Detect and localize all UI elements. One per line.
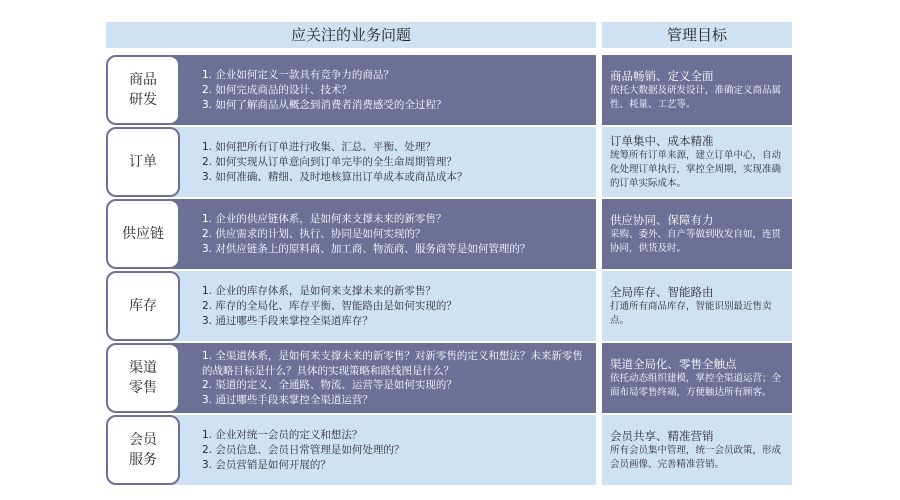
- category-label-line: 零售: [129, 380, 157, 396]
- issue-item: 2. 供应需求的计划、执行、协同是如何实现的？: [202, 227, 426, 240]
- goal-description: 所有会员集中管理，统一会员政策，形成会员画像、完善精准营销。: [610, 445, 782, 470]
- goal-title: 会员共享、精准营销: [610, 429, 714, 443]
- category-label-line: 库存: [129, 298, 157, 314]
- issue-item: 1. 企业对统一会员的定义和想法？: [202, 428, 363, 441]
- issue-item: 3. 通过哪些手段来掌控全渠道库存？: [202, 314, 373, 327]
- category-label-line: 商品: [129, 72, 157, 88]
- issue-item: 1. 企业的库存体系，是如何来支撑未来的新零售？: [202, 284, 436, 297]
- category-label-line: 会员: [129, 432, 157, 448]
- issue-item: 2. 会员信息、会员日常管理是如何处理的？: [202, 443, 405, 456]
- issue-item: 2. 渠道的定义、全通路、物流、运营等是如何实现的？: [202, 379, 457, 391]
- category-label-line: 服务: [129, 452, 157, 468]
- goal-box: [602, 199, 792, 269]
- category-label: [106, 127, 180, 197]
- issue-item: 2. 库存的全局化、库存平衡、智能路由是如何实现的？: [202, 299, 457, 312]
- category-label: [106, 199, 180, 269]
- goal-title: 渠道全局化、零售全触点: [610, 357, 737, 371]
- issue-item: 3. 会员营销是如何开展的？: [202, 458, 331, 471]
- category-label-line: 订单: [129, 154, 157, 170]
- category-label: [106, 271, 180, 341]
- issue-item: 3. 对供应链条上的原料商、加工商、物流商、服务商等是如何管理的？: [202, 242, 531, 255]
- row-channel-retail: [106, 343, 792, 413]
- goal-box: [602, 55, 792, 125]
- row-inventory: [106, 271, 792, 341]
- issue-item: 2. 如何完成商品的设计、技术？: [202, 83, 352, 96]
- goal-title: 全局库存、智能路由: [610, 285, 714, 299]
- goals-column-header: 管理目标: [602, 22, 792, 48]
- issues-box: [172, 199, 596, 269]
- goal-description: 采购、委外、自产等做到收发自如，连贯协同，供货及时。: [610, 229, 782, 254]
- goal-description: 打通所有商品库存，智能识别最近售卖点。: [610, 301, 772, 326]
- issues-box: [172, 343, 596, 413]
- category-label: [106, 343, 180, 413]
- category-label-line: 供应链: [122, 226, 164, 242]
- row-order: [106, 127, 792, 197]
- goal-description: 依托动态组织建模，掌控全渠道运营；全面布局零售终端，方便触达所有顾客。: [610, 373, 782, 398]
- category-label: [106, 55, 180, 125]
- goal-box: [602, 127, 792, 197]
- issue-item: 1. 全渠道体系，是如何来支撑未来的新零售？对新零售的定义和想法？未来新零售的战略目标是什么？具体的实现策略和路线图是什么？: [202, 350, 583, 377]
- issues-box: [172, 271, 596, 341]
- issue-item: 1. 企业的供应链体系，是如何来支撑未来的新零售？: [202, 212, 447, 225]
- category-label: [106, 415, 180, 485]
- goal-box: [602, 343, 792, 413]
- goal-box: [602, 415, 792, 485]
- issues-box: [172, 415, 596, 485]
- category-label-line: 渠道: [129, 360, 157, 376]
- row-member-service: [106, 415, 792, 485]
- goal-description: 统筹所有订单来源，建立订单中心，自动化处理订单执行，掌控全周期，实现准确的订单实际成本。: [610, 150, 782, 189]
- goal-description: 依托大数据及研发设计，准确定义商品属性、耗量、工艺等。: [610, 85, 782, 110]
- goal-box: [602, 271, 792, 341]
- row-product-rd: [106, 55, 792, 125]
- row-supply-chain: [106, 199, 792, 269]
- goal-title: 商品畅销、定义全面: [610, 69, 714, 83]
- issue-item: 1. 如何把所有订单进行收集、汇总、平衡、处理？: [202, 140, 436, 153]
- category-label-line: 研发: [129, 92, 157, 108]
- issue-item: 3. 如何了解商品从概念到消费者消费感受的全过程？: [202, 98, 447, 111]
- issues-box: [172, 127, 596, 197]
- issue-item: 2. 如何实现从订单意向到订单完毕的全生命周期管理？: [202, 155, 457, 168]
- issue-item: 3. 通过哪些手段来掌控全渠道运营？: [202, 393, 373, 406]
- issues-box: [172, 55, 596, 125]
- issues-column-header: 应关注的业务问题: [106, 22, 596, 48]
- issue-item: 1. 企业如何定义一款具有竞争力的商品？: [202, 68, 394, 81]
- goal-title: 供应协同、保障有力: [610, 213, 714, 227]
- goal-title: 订单集中、成本精准: [610, 134, 714, 148]
- issue-item: 3. 如何准确、精细、及时地核算出订单成本或商品成本？: [202, 170, 468, 183]
